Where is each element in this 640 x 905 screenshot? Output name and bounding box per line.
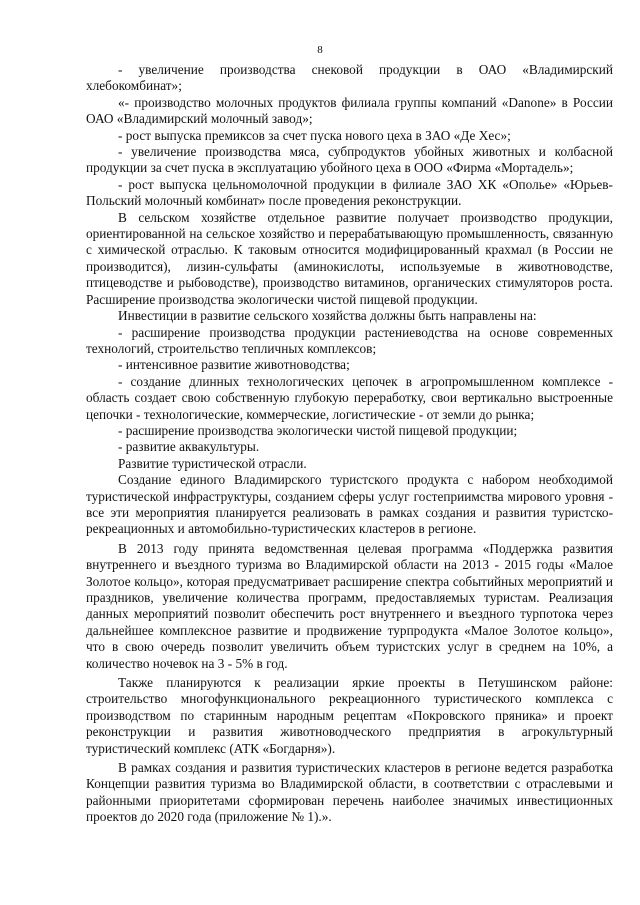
paragraph-meat-production: - увеличение производства мяса, субпродуктов убойных животных и колбасной продукции за счет пуска в эксплуатацию убойного цеха в ООО «Фирма «Мортадель»;: [86, 144, 613, 176]
paragraph-eco-food: - расширение производства экологически чистой пищевой продукции;: [118, 422, 518, 438]
paragraph-dairy-danone: «- производство молочных продуктов филиала группы компаний «Danone» в России ОАО «Владимирский молочный завод»;: [86, 94, 613, 127]
paragraph-technology-chains: - создание длинных технологических цепочек в агропромышленном комплексе - область создает свою собственную глубокую переработку, свои вертикально выстроенные цепочки - технологические, коммерческие, логистические - от земли до рынка;: [86, 373, 613, 422]
document-body: [86, 62, 613, 826]
page-number: 8: [317, 44, 323, 56]
paragraph-tourism-heading: Развитие туристической отрасли.: [118, 455, 307, 471]
paragraph-aquaculture: - развитие аквакультуры.: [118, 439, 260, 455]
paragraph-agriculture-development: В сельском хозяйстве отдельное развитие получает производство продукции, ориентированной на сельское хозяйство и перерабатывающую промышленность, связанную с химической отраслью. К таковым относится модифицированный крахмал (в России не производится), лизин-сульфаты (аминокислоты, используемые в животноводстве, птицеводстве и рыбоводстве), производство витаминов, органических стимуляторов роста. Расширение производства экологически чистой пищевой продукции.: [86, 209, 613, 307]
paragraph-snack-production: - увеличение производства снековой продукции в ОАО «Владимирский хлебокомбинат»;: [86, 62, 613, 94]
paragraph-livestock: - интенсивное развитие животноводства;: [118, 357, 350, 373]
paragraph-agriculture-investments-intro: Инвестиции в развитие сельского хозяйства должны быть направлены на:: [118, 308, 537, 324]
paragraph-whole-milk: - рост выпуска цельномолочной продукции в филиале ЗАО ХК «Ополье» «Юрьев-Польский молочный комбинат» после проведения реконструкции.: [86, 176, 613, 209]
paragraph-tourist-product: Создание единого Владимирского туристского продукта с набором необходимой туристической инфраструктуры, созданием сферы услуг гостеприимства мирового уровня - все эти мероприятия планируется реализовать в рамках создания и развития туристско-рекреационных и автомобильно-туристических кластеров в регионе.: [86, 472, 613, 537]
paragraph-golden-ring-program: В 2013 году принята ведомственная целевая программа «Поддержка развития внутреннего и въездного туризма во Владимирской области на 2013 - 2015 годы «Малое Золотое кольцо», которая предусматривает расширение спектра событийных мероприятий и праздников, увеличение количества программ, предоставляемых туристам. Реализация данных мероприятий позволит обеспечить рост внутреннего и въездного турпотока через дальнейшее комплексное развитие и продвижение турпродукта «Малое Золотое кольцо», что в свою очередь позволит увеличить объем туристских услуг в среднем на 10%, а количество ночевок на 3 - 5% в год.: [86, 540, 613, 671]
paragraph-crop-production: - расширение производства продукции растениеводства на основе современных технологий, строительство тепличных комплексов;: [86, 324, 613, 356]
paragraph-tourism-concept: В рамках создания и развития туристических кластеров в регионе ведется разработка Концепции развития туризма во Владимирской области, в соответствии с отраслевыми и районными приоритетами сформирован перечень наиболее значимых инвестиционных проектов до 2020 года (приложение № 1).».: [86, 760, 613, 825]
paragraph-premix: - рост выпуска премиксов за счет пуска нового цеха в ЗАО «Де Хес»;: [118, 127, 511, 143]
paragraph-petushinsky-projects: Также планируются к реализации яркие проекты в Петушинском районе: строительство многофункционального рекреационного туристического комплекса с производством по старинным народным рецептам «Покровского пряника» и проект реконструкции и развития животноводческого предприятия в агрокультурный туристический комплекс (АТК «Богдарня»).: [86, 675, 613, 756]
